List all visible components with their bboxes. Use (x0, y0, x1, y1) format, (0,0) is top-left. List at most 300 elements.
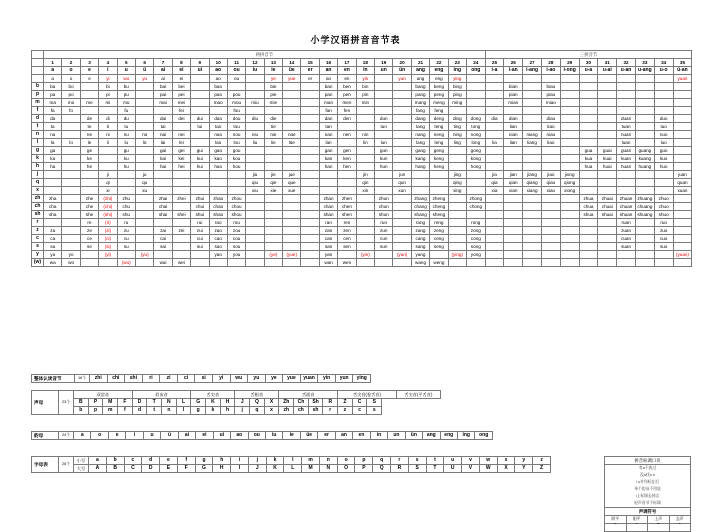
initial-lower: sh (308, 407, 323, 415)
syllable-cell (523, 91, 542, 99)
syllable-cell (560, 195, 579, 203)
syllable-cell: pen (338, 91, 356, 99)
syllable-cell (504, 235, 523, 243)
syllable-cell: die (264, 115, 282, 123)
syllable-cell: (ci) (99, 235, 117, 243)
syllable-cell (264, 219, 282, 227)
letter-upper: R (391, 465, 409, 473)
syllable-cell: (chi) (99, 203, 117, 211)
syllable-cell: qin (356, 179, 374, 187)
syllable-cell (264, 163, 282, 171)
syllable-cell (80, 171, 98, 179)
syllable-cell (338, 251, 356, 259)
syllable-cell (598, 171, 617, 179)
syllable-cell: (yue) (283, 251, 301, 259)
syllable-cell (99, 163, 117, 171)
syllable-cell: mu (117, 99, 135, 107)
syllable-cell: ding (448, 115, 466, 123)
final-header: u-a (579, 67, 598, 75)
column-number: 17 (338, 59, 356, 67)
syllable-cell (448, 147, 466, 155)
syllable-cell: (zi) (99, 227, 117, 235)
syllable-cell (80, 107, 98, 115)
syllable-cell: zhuan (617, 195, 636, 203)
syllable-cell: (yi) (99, 251, 117, 259)
syllable-cell: ou (227, 75, 245, 83)
syllable-cell: pei (172, 91, 190, 99)
syllable-cell (579, 99, 598, 107)
syllable-cell (485, 131, 504, 139)
initials-group: 舌尖音(卷舌音) (338, 391, 397, 399)
syllable-cell: weng (430, 259, 448, 267)
initial-upper: C (352, 399, 367, 407)
syllable-table (31, 50, 692, 267)
syllable-cell (448, 211, 466, 219)
syllable-cell: ruo (654, 219, 673, 227)
syllable-cell: jiao (541, 171, 560, 179)
syllable-cell (62, 227, 80, 235)
syllable-cell: lan (319, 139, 337, 147)
syllable-cell (117, 171, 135, 179)
syllable-cell (485, 195, 504, 203)
syllable-cell (485, 163, 504, 171)
initial-upper: M (103, 399, 118, 407)
syllable-cell (430, 171, 448, 179)
syllable-cell: (yu) (135, 251, 153, 259)
syllable-cell (301, 155, 319, 163)
syllable-cell: zhong (466, 195, 485, 203)
syllable-cell: ju (135, 171, 153, 179)
syllable-cell (301, 91, 319, 99)
syllable-cell: suo (654, 243, 673, 251)
syllable-cell (673, 235, 692, 243)
syllable-cell: ze (80, 227, 98, 235)
syllable-cell (375, 179, 393, 187)
syllable-cell (44, 179, 62, 187)
syllable-cell (227, 171, 245, 179)
initial-label: sh (32, 211, 44, 219)
syllable-cell: ge (80, 147, 98, 155)
syllable-cell (485, 251, 504, 259)
syllable-cell (485, 227, 504, 235)
syllable-cell: gang (411, 147, 429, 155)
syllable-cell: kun (375, 155, 393, 163)
syllable-cell (246, 107, 264, 115)
syllable-cell: lo (62, 139, 80, 147)
syllable-cell (191, 107, 209, 115)
syllable-cell (541, 147, 560, 155)
syllable-cell: guan (617, 147, 636, 155)
syllable-cell: nen (338, 131, 356, 139)
syllable-cell: pian (504, 91, 523, 99)
syllable-cell (523, 211, 542, 219)
syllable-cell: can (319, 235, 337, 243)
final-header: ong (466, 67, 485, 75)
syllable-cell (191, 139, 209, 147)
column-number: 24 (466, 59, 485, 67)
syllable-cell: cen (338, 235, 356, 243)
initial-row (32, 259, 692, 267)
syllable-cell: seng (430, 243, 448, 251)
syllable-cell: zhai (154, 195, 172, 203)
final-header: u-o (654, 67, 673, 75)
syllable-cell: zei (172, 227, 190, 235)
initial-lower: m (103, 407, 118, 415)
initial-upper: D (132, 399, 147, 407)
syllable-cell (673, 107, 692, 115)
syllable-cell: zou (227, 227, 245, 235)
initial-label: x (32, 187, 44, 195)
initial-upper: S (367, 399, 382, 407)
final-header: u-an (617, 67, 636, 75)
final-item: er (318, 432, 335, 440)
syllable-cell: kou (227, 155, 245, 163)
syllable-cell: di (99, 115, 117, 123)
whole-syllable: ye (265, 375, 283, 383)
syllable-cell: niu (246, 131, 264, 139)
syllable-cell: chang (411, 203, 429, 211)
final-header: in (356, 67, 374, 75)
syllable-cell: (ri) (99, 219, 117, 227)
syllable-cell: xuan (673, 187, 692, 195)
syllable-cell (523, 123, 542, 131)
syllable-cell: dui (191, 115, 209, 123)
syllable-cell (617, 171, 636, 179)
syllable-cell: shun (375, 211, 393, 219)
syllable-cell: ben (338, 83, 356, 91)
syllable-cell (356, 227, 374, 235)
syllable-cell (617, 251, 636, 259)
syllable-cell (579, 131, 598, 139)
letter-lower: b (106, 457, 124, 465)
syllable-cell (654, 99, 673, 107)
syllable-cell (283, 243, 301, 251)
syllable-cell: bian (504, 83, 523, 91)
initial-lower: d (132, 407, 147, 415)
syllable-cell (635, 235, 654, 243)
syllable-cell: bo (62, 83, 80, 91)
syllable-cell (673, 211, 692, 219)
alphabet-lower-row (32, 457, 551, 465)
column-number: 16 (319, 59, 337, 67)
initial-label: s (32, 243, 44, 251)
syllable-cell: piao (541, 91, 560, 99)
syllable-cell: zong (466, 227, 485, 235)
syllable-cell (523, 99, 542, 107)
syllable-cell: (wu) (117, 259, 135, 267)
syllable-cell: geng (430, 147, 448, 155)
syllable-cell: nan (319, 131, 337, 139)
syllable-cell (560, 219, 579, 227)
syllable-cell: kuo (654, 155, 673, 163)
initial-lower: s (367, 407, 382, 415)
initial-row (32, 219, 692, 227)
syllable-cell: shuo (654, 211, 673, 219)
syllable-cell: ye (264, 75, 282, 83)
syllable-cell (560, 75, 579, 83)
syllable-cell: wei (172, 259, 190, 267)
column-number: 6 (135, 59, 153, 67)
syllable-cell: ken (338, 155, 356, 163)
syllable-cell: qiao (541, 179, 560, 187)
column-number: 4 (99, 59, 117, 67)
tone-rules-title: 拼音标调口诀 (605, 457, 690, 465)
letter-upper: S (408, 465, 426, 473)
whole-syllable: si (195, 375, 213, 383)
syllable-cell (541, 219, 560, 227)
syllable-cell: wa (44, 259, 62, 267)
letter-lower: q (373, 457, 391, 465)
syllable-cell: juan (673, 171, 692, 179)
syllable-cell: ke (80, 155, 98, 163)
whole-syllable: yue (283, 375, 301, 383)
syllable-cell (356, 243, 374, 251)
syllable-cell (466, 179, 485, 187)
final-header: ei (172, 67, 190, 75)
rule-line: 轻声音节不标调 (634, 501, 661, 505)
syllable-cell (135, 99, 153, 107)
syllable-cell (466, 259, 485, 267)
letter-upper: Z (533, 465, 551, 473)
final-header: iu (246, 67, 264, 75)
syllable-cell: bao (209, 83, 227, 91)
initial-upper: B (74, 399, 89, 407)
syllable-cell (172, 171, 190, 179)
syllable-cell: guo (654, 147, 673, 155)
syllable-cell (62, 243, 80, 251)
final-header: i-a (485, 67, 504, 75)
column-number: 19 (375, 59, 393, 67)
letter-lower: e (160, 457, 178, 465)
syllable-cell: dan (319, 115, 337, 123)
syllable-cell (673, 91, 692, 99)
syllable-cell: gui (191, 147, 209, 155)
syllable-cell (80, 187, 98, 195)
syllable-cell: shan (319, 211, 337, 219)
syllable-cell (117, 179, 135, 187)
final-item: ao (231, 432, 248, 440)
initial-lower: t (147, 407, 162, 415)
syllable-cell (301, 115, 319, 123)
syllable-cell (246, 155, 264, 163)
syllable-cell (466, 107, 485, 115)
syllable-cell: yi (99, 75, 117, 83)
syllable-cell: cui (191, 235, 209, 243)
syllable-cell (283, 259, 301, 267)
column-number: 23 (448, 59, 466, 67)
syllable-cell: cao (209, 235, 227, 243)
syllable-cell: yuan (673, 75, 692, 83)
initials-label: 声母 (32, 391, 59, 415)
syllable-cell: teng (430, 123, 448, 131)
final-header: u (117, 67, 135, 75)
syllable-cell (301, 147, 319, 155)
initials-group: 舌面音 (279, 391, 338, 399)
syllable-cell: de (80, 115, 98, 123)
letter-upper: D (142, 465, 160, 473)
syllable-cell (301, 83, 319, 91)
syllable-cell: (si) (99, 243, 117, 251)
syllable-cell (635, 219, 654, 227)
syllable-cell (338, 171, 356, 179)
syllable-cell (301, 227, 319, 235)
letter-upper: V (462, 465, 480, 473)
syllable-cell: qiang (523, 179, 542, 187)
syllable-cell: kuan (617, 155, 636, 163)
syllable-cell: sheng (430, 211, 448, 219)
final-item: a (74, 432, 91, 440)
syllable-cell: deng (430, 115, 448, 123)
initial-upper: R (323, 399, 338, 407)
initial-lower: ch (294, 407, 309, 415)
syllable-cell: liang (523, 139, 542, 147)
syllable-cell: ping (448, 91, 466, 99)
column-number: 13 (264, 59, 282, 67)
syllable-cell (560, 203, 579, 211)
syllable-cell (375, 187, 393, 195)
syllable-cell (135, 235, 153, 243)
syllable-cell: ta (44, 123, 62, 131)
syllable-cell: ning (448, 131, 466, 139)
initial-upper: Q (250, 399, 265, 407)
syllable-cell: lia (485, 139, 504, 147)
syllable-cell: lao (209, 139, 227, 147)
syllable-cell: tou (227, 123, 245, 131)
syllable-cell (356, 147, 374, 155)
syllable-cell: jiang (523, 171, 542, 179)
syllable-cell (504, 147, 523, 155)
syllable-cell (338, 187, 356, 195)
column-number: 32 (617, 59, 636, 67)
initial-label: b (32, 83, 44, 91)
syllable-cell (393, 115, 411, 123)
syllable-cell (617, 91, 636, 99)
syllable-cell (264, 243, 282, 251)
syllable-cell (541, 243, 560, 251)
syllable-cell: ku (117, 155, 135, 163)
column-number: 9 (191, 59, 209, 67)
syllable-cell: chai (154, 203, 172, 211)
syllable-cell (80, 179, 98, 187)
syllable-cell (356, 203, 374, 211)
syllable-cell (62, 179, 80, 187)
initial-label: j (32, 171, 44, 179)
syllable-cell: gua (579, 147, 598, 155)
syllable-cell (579, 123, 598, 131)
syllable-cell: liu (246, 139, 264, 147)
syllable-cell: xiu (246, 187, 264, 195)
syllable-cell (598, 227, 617, 235)
syllable-cell: mai (154, 99, 172, 107)
syllable-cell: kua (579, 155, 598, 163)
tone-mark: ˇ (648, 524, 670, 531)
syllable-cell (393, 227, 411, 235)
syllable-cell (654, 107, 673, 115)
syllable-cell (635, 91, 654, 99)
syllable-cell: che (80, 203, 98, 211)
initial-label: f (32, 107, 44, 115)
syllable-cell: lu (117, 139, 135, 147)
initial-lower: x (264, 407, 279, 415)
syllable-cell: zhui (191, 195, 209, 203)
initial-row (32, 123, 692, 131)
syllable-cell: suan (617, 243, 636, 251)
syllable-cell (560, 131, 579, 139)
syllable-cell (356, 155, 374, 163)
syllable-cell (560, 83, 579, 91)
syllable-cell: fan (319, 107, 337, 115)
letter-upper: A (89, 465, 107, 473)
syllable-cell (560, 147, 579, 155)
finals-row (32, 67, 692, 75)
initials-group: 舌尖音(平舌音) (396, 391, 440, 399)
syllable-cell: sou (227, 243, 245, 251)
syllable-cell (448, 235, 466, 243)
syllable-cell: dou (227, 115, 245, 123)
syllable-cell: chua (579, 203, 598, 211)
initials-group: 双唇音 (74, 391, 133, 399)
syllable-cell (227, 179, 245, 187)
final-item: ong (475, 432, 493, 440)
syllable-cell: tan (319, 123, 337, 131)
syllable-cell (617, 75, 636, 83)
initials-table (31, 390, 441, 415)
syllable-cell: keng (430, 155, 448, 163)
syllable-cell (264, 155, 282, 163)
syllable-cell (579, 187, 598, 195)
syllable-cell (62, 123, 80, 131)
syllable-cell (504, 195, 523, 203)
syllable-cell (523, 203, 542, 211)
syllable-cell (560, 115, 579, 123)
initials-group: 唇齿音 (132, 391, 191, 399)
syllable-cell: ha (44, 163, 62, 171)
syllable-cell: gun (375, 147, 393, 155)
syllable-cell (393, 235, 411, 243)
whole-syllable: yin (318, 375, 336, 383)
syllable-cell (598, 179, 617, 187)
syllable-cell: yan (319, 251, 337, 259)
syllable-cell: xiang (523, 187, 542, 195)
syllable-cell (393, 243, 411, 251)
zero-initial-row (32, 75, 692, 83)
syllable-cell: sang (411, 243, 429, 251)
syllable-cell (301, 163, 319, 171)
syllable-cell (485, 203, 504, 211)
final-header: ün (393, 67, 411, 75)
letter-lower: k (266, 457, 284, 465)
syllable-cell (541, 195, 560, 203)
syllable-cell (393, 203, 411, 211)
letter-upper: P (355, 465, 373, 473)
syllable-cell (62, 147, 80, 155)
syllable-cell (541, 155, 560, 163)
syllable-cell (598, 75, 617, 83)
syllable-cell (673, 163, 692, 171)
column-number: 12 (246, 59, 264, 67)
syllable-cell: zhang (411, 195, 429, 203)
column-number: 25 (485, 59, 504, 67)
initials-upper-row (32, 399, 441, 407)
syllable-cell: yo (62, 251, 80, 259)
syllable-cell (504, 203, 523, 211)
syllable-cell: fa (44, 107, 62, 115)
syllable-cell: shang (411, 211, 429, 219)
whole-syllable: yun (335, 375, 353, 383)
tone-mark: ˋ (678, 524, 681, 530)
letter-lower: a (89, 457, 107, 465)
syllable-cell (264, 235, 282, 243)
